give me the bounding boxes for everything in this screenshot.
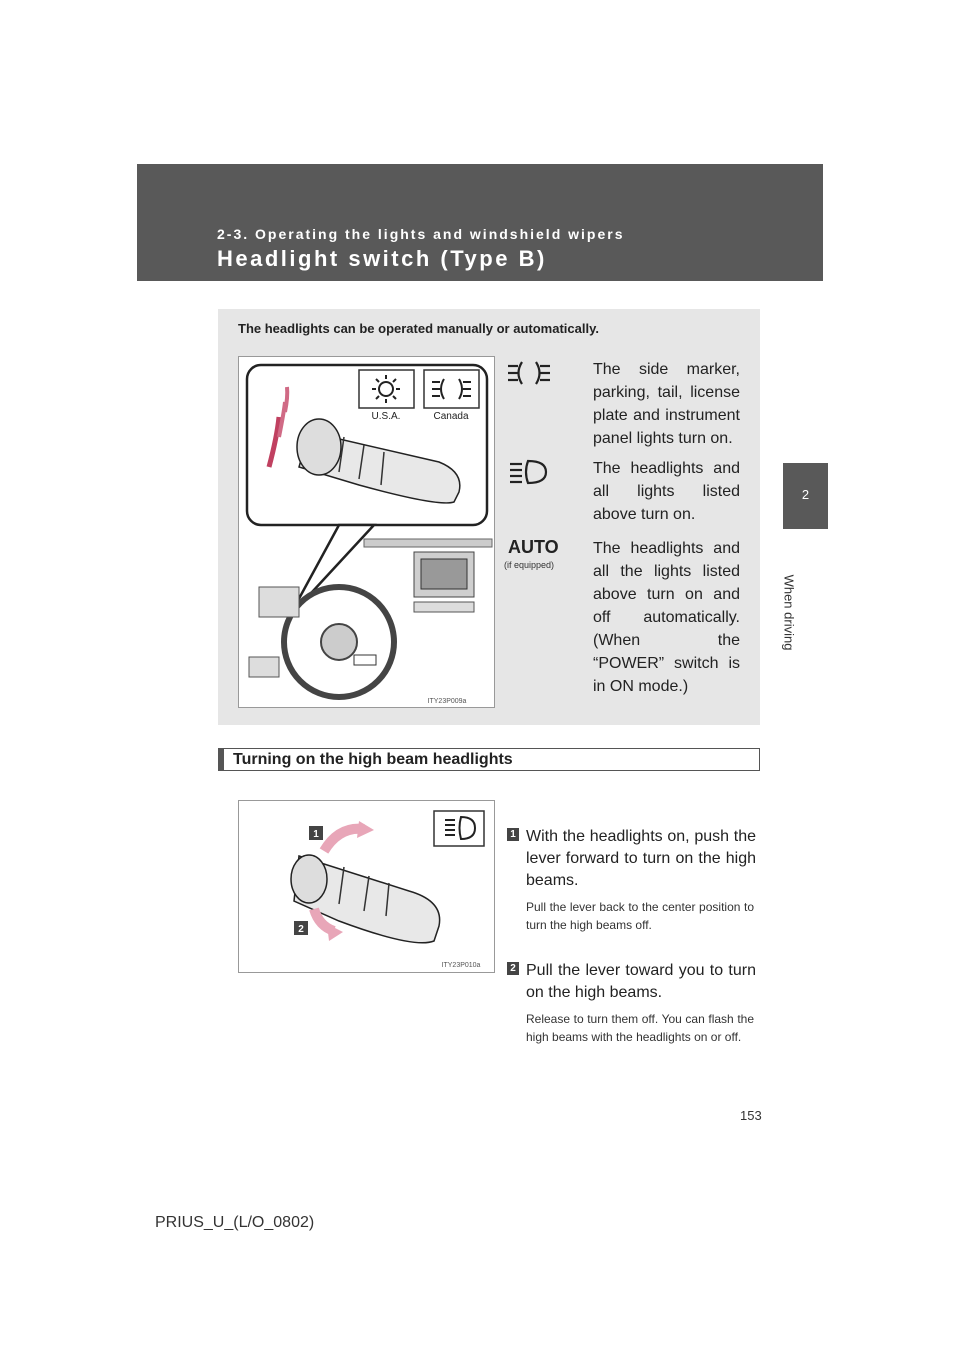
subsection-heading: Turning on the high beam headlights xyxy=(218,748,760,771)
svg-text:ITY23P010a: ITY23P010a xyxy=(441,962,481,969)
chapter-tab xyxy=(783,463,828,529)
step-text: With the headlights on, push the lever forward to turn on the high beams. xyxy=(526,828,756,889)
chapter-side-label: When driving xyxy=(781,574,797,651)
mode-description: The side marker, parking, tail, license plate and instrument panel lights turn on. xyxy=(593,361,740,447)
page-number: 153 xyxy=(740,1108,762,1123)
section-title: 2-3. Operating the lights and windshield wipers xyxy=(217,226,625,242)
side-marker-lights-icon xyxy=(498,358,560,398)
auto-icon: AUTO (if equipped) xyxy=(503,537,559,570)
step-number: 1 xyxy=(507,828,519,841)
chapter-header xyxy=(137,164,823,281)
svg-text:ITY23P009a: ITY23P009a xyxy=(427,698,467,705)
step-note: Release to turn them off. You can flash the high beams with the headlights on or off. xyxy=(526,1012,754,1044)
footer-code: PRIUS_U_(L/O_0802) xyxy=(155,1214,315,1231)
chapter-number: 2 xyxy=(801,487,810,502)
mode-description: The headlights and all lights listed above turn on. xyxy=(593,460,740,523)
page-title: Headlight switch (Type B) xyxy=(217,246,547,271)
step-note: Pull the lever back to the center position to turn the high beams off. xyxy=(526,900,754,932)
svg-text:2: 2 xyxy=(298,924,304,935)
svg-text:Canada: Canada xyxy=(433,411,469,422)
intro-text: The headlights can be operated manually or automatically. xyxy=(238,321,599,336)
high-beam-lever-illustration xyxy=(238,800,495,973)
lever-dashboard-illustration xyxy=(238,356,495,708)
headlights-icon xyxy=(498,457,560,497)
mode-description: The headlights and all the lights listed above turn on and off automatically. (When the “POWER” switch is in ON mode.) xyxy=(593,540,740,695)
svg-text:1: 1 xyxy=(313,829,319,840)
svg-text:U.S.A.: U.S.A. xyxy=(371,411,401,422)
step-text: Pull the lever toward you to turn on the high beams. xyxy=(526,962,756,1001)
step-number: 2 xyxy=(507,962,519,975)
